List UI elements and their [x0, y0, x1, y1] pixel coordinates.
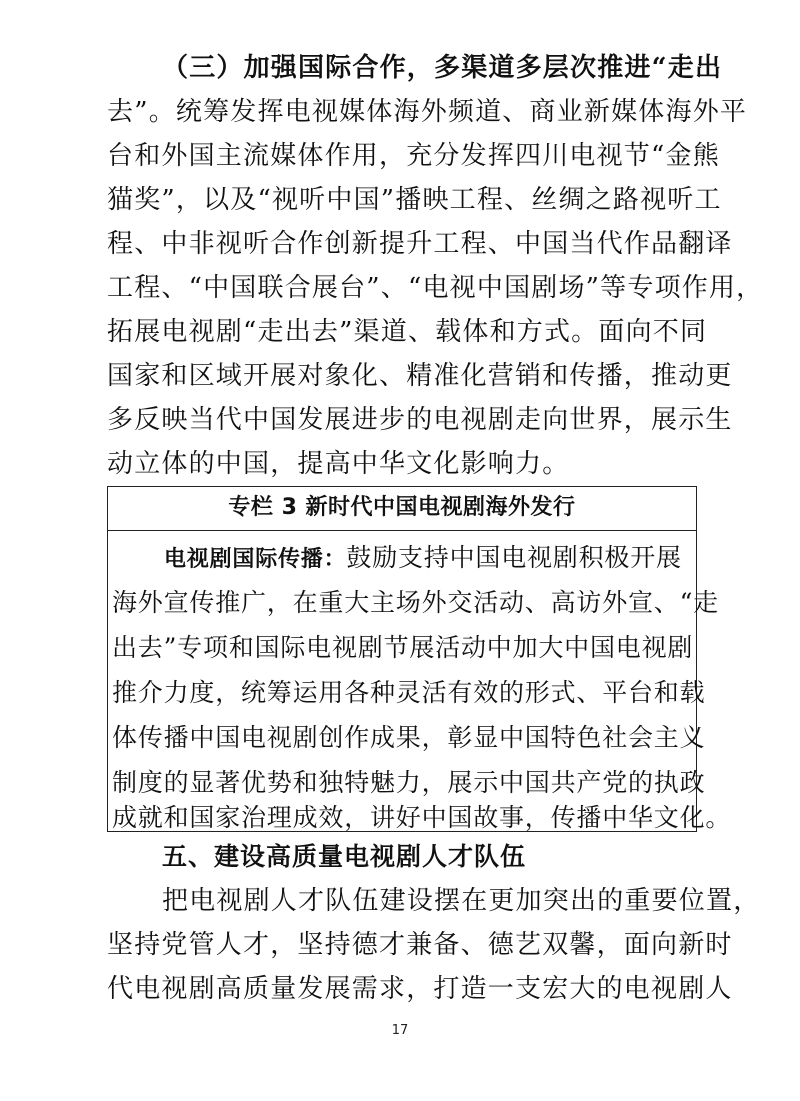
column-box-line: 海外宣传推广，在重大主场外交活动、高访外宣、“走 [112, 588, 719, 617]
column-box-first-line [164, 543, 682, 575]
column-box-title: 专栏 3 新时代中国电视剧海外发行 [228, 495, 576, 520]
column-box-lead: 电视剧国际传播： [164, 547, 347, 572]
paragraph-line: 去”。统筹发挥电视媒体海外频道、商业新媒体海外平 [107, 97, 748, 127]
paragraph-line: 猫奖”，以及“视听中国”播映工程、丝绸之路视听工 [107, 185, 722, 215]
paragraph-line: 国家和区域开展对象化、精准化营销和传播，推动更 [107, 361, 733, 391]
paragraph-line: 把电视剧人才队伍建设摆在更加突出的重要位置， [162, 886, 761, 916]
column-box [107, 486, 732, 832]
paragraph-line: 程、中非视听合作创新提升工程、中国当代作品翻译 [107, 229, 733, 259]
paragraph-line: 台和外国主流媒体作用，充分发挥四川电视节“金熊 [107, 141, 720, 171]
paragraph-line: 坚持党管人才，坚持德才兼备、德艺双馨，面向新时 [107, 930, 733, 960]
paragraph-line: 多反映当代中国发展进步的电视剧走向世界，展示生 [107, 405, 733, 435]
column-box-line: 推介力度，统筹运用各种灵活有效的形式、平台和载 [112, 678, 706, 707]
column-box-line: 体传播中国电视剧创作成果，彰显中国特色社会主义 [112, 723, 706, 752]
column-box-line: 成就和国家治理成效，讲好中国故事，传播中华文化。 [112, 803, 732, 832]
column-box-first-line-text: 鼓励支持中国电视剧积极开展 [346, 543, 682, 572]
column-box-line: 出去”专项和国际电视剧节展活动中加大中国电视剧 [112, 633, 694, 662]
column-box-line: 制度的显著优势和独特魅力，展示中国共产党的执政 [112, 768, 706, 797]
paragraph-heading: （三）加强国际合作，多渠道多层次推进“走出 [162, 53, 723, 83]
paragraph-line: 动立体的中国，提高中华文化影响力。 [107, 449, 570, 479]
column-box-header [108, 487, 696, 531]
section-heading: 五、建设高质量电视剧人才队伍 [162, 842, 527, 871]
page-number: 17 [391, 1023, 409, 1038]
paragraph-line: 工程、“中国联合展台”、“电视中国剧场”等专项作用， [107, 273, 764, 303]
paragraph-line: 代电视剧高质量发展需求，打造一支宏大的电视剧人 [107, 974, 733, 1004]
paragraph-line: 拓展电视剧“走出去”渠道、载体和方式。面向不同 [107, 317, 708, 347]
